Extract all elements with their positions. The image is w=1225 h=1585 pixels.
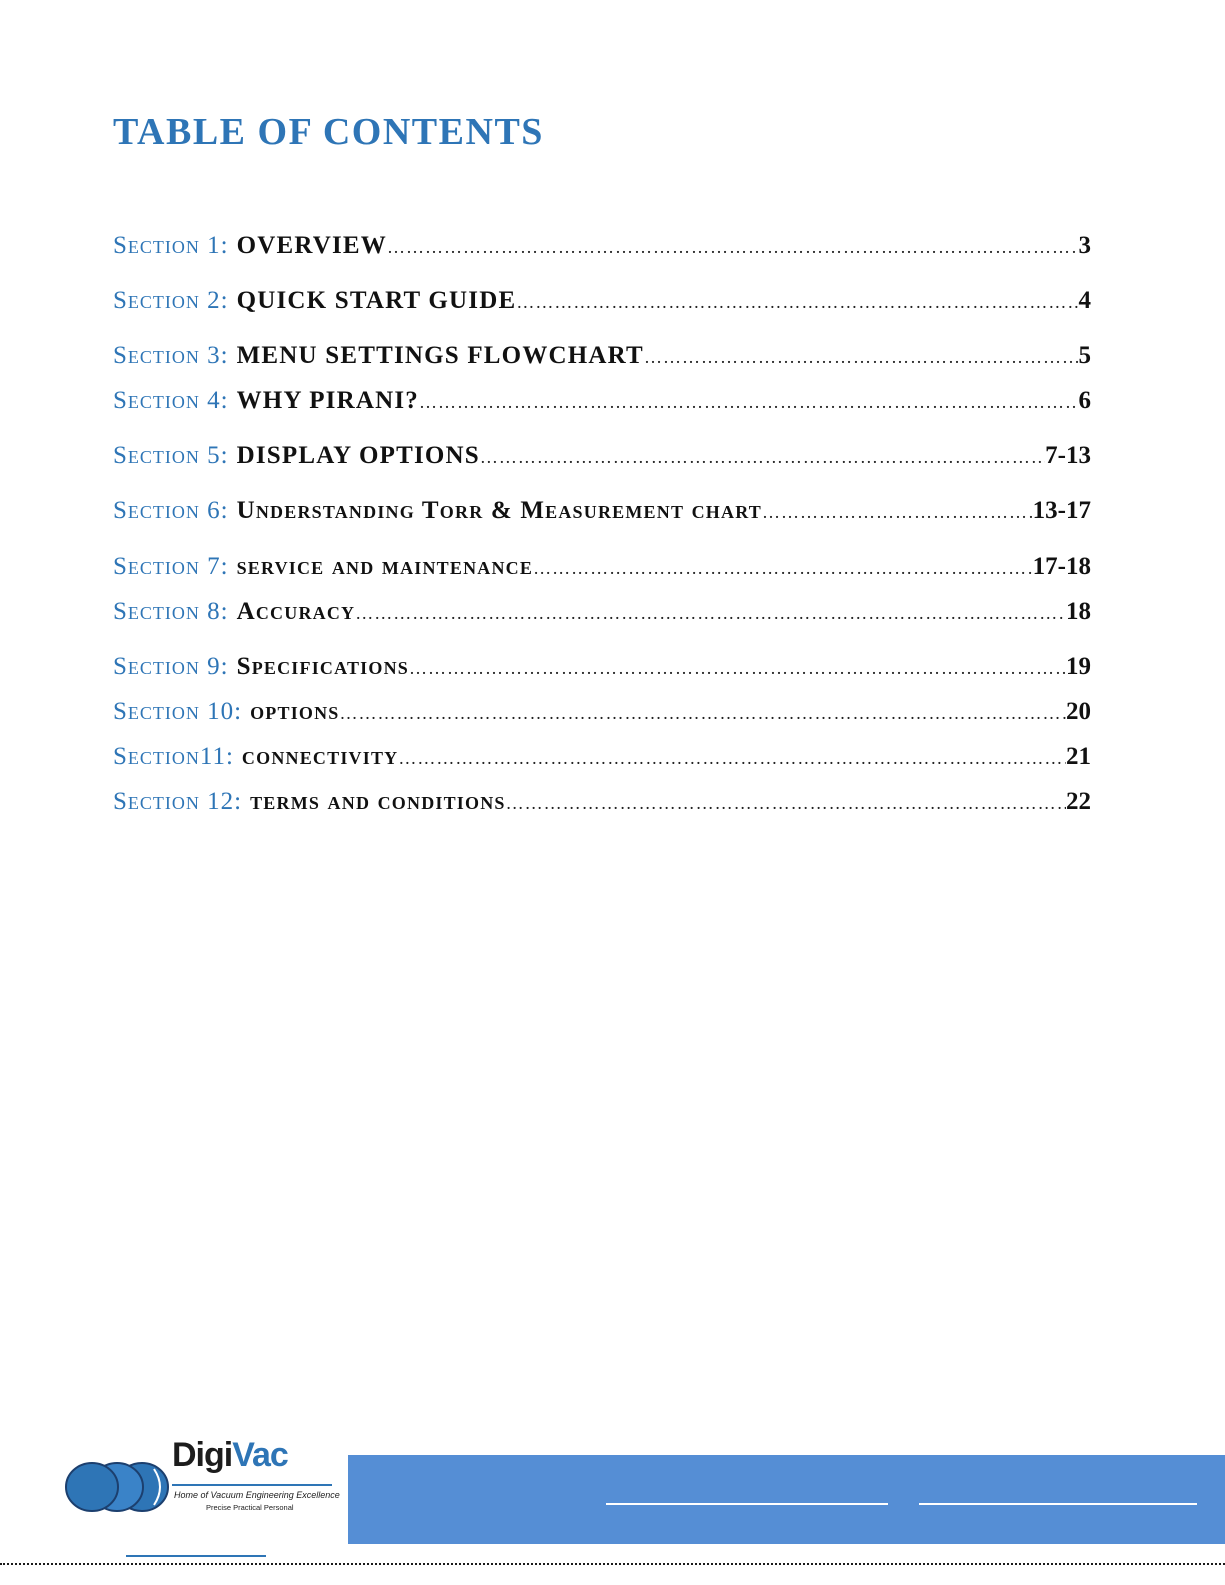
- logo-divider: [172, 1484, 332, 1486]
- section-label: Section 6:: [113, 497, 229, 524]
- toc-entry-3[interactable]: [113, 340, 1091, 373]
- logo-word-vac: Vac: [232, 1436, 288, 1474]
- section-name: service and maintenance: [236, 553, 534, 580]
- section-name: connectivity: [241, 743, 399, 770]
- page-number: 20: [1066, 698, 1091, 725]
- toc-entry-6[interactable]: [113, 495, 1091, 528]
- footer-link-line[interactable]: [606, 1503, 888, 1505]
- toc-entry-9[interactable]: [113, 651, 1091, 684]
- footer-link-line[interactable]: [919, 1503, 1197, 1505]
- logo-tagline: Home of Vacuum Engineering Excellence: [174, 1490, 340, 1500]
- page-number: 6: [1078, 387, 1091, 414]
- toc-entry-1[interactable]: [113, 230, 1091, 263]
- dot-leader: [644, 341, 1079, 373]
- digivac-logo: [62, 1436, 340, 1520]
- logo-wordmark: [172, 1436, 288, 1475]
- section-label: Section 10:: [113, 698, 243, 725]
- dot-leader: [506, 787, 1066, 819]
- dot-leader: [762, 496, 1033, 528]
- section-label: Section 5:: [113, 442, 229, 469]
- page-number: 18: [1066, 598, 1091, 625]
- dot-leader: [340, 697, 1066, 729]
- dot-leader: [419, 386, 1078, 418]
- toc-entry-12[interactable]: [113, 786, 1091, 819]
- dot-leader: [387, 231, 1078, 263]
- section-label: Section 7:: [113, 553, 229, 580]
- section-name: MENU SETTINGS FLOWCHART: [236, 342, 644, 369]
- dot-leader: [409, 652, 1066, 684]
- page-number: 13-17: [1032, 497, 1091, 524]
- dot-leader: [355, 597, 1066, 629]
- section-label: Section 1:: [113, 232, 229, 259]
- section-name: OVERVIEW: [236, 232, 388, 259]
- page-number: 17-18: [1032, 553, 1091, 580]
- toc-entry-5[interactable]: [113, 440, 1091, 473]
- section-label: Section 12:: [113, 788, 243, 815]
- section-label: Section 8:: [113, 598, 229, 625]
- section-label: Section11:: [113, 743, 234, 770]
- footer-underline: [126, 1555, 266, 1557]
- section-label: Section 2:: [113, 287, 229, 314]
- page-number: 19: [1066, 653, 1091, 680]
- section-label: Section 4:: [113, 387, 229, 414]
- page-number: 3: [1078, 232, 1091, 259]
- toc-title: TABLE OF CONTENTS: [113, 111, 544, 153]
- dot-leader: [533, 552, 1033, 584]
- section-name: Understanding Torr & Measurement chart: [236, 497, 762, 524]
- page-number: 22: [1066, 788, 1091, 815]
- logo-word-digi: Digi: [172, 1436, 233, 1474]
- section-label: Section 9:: [113, 653, 229, 680]
- toc-entry-7[interactable]: [113, 551, 1091, 584]
- dot-leader: [398, 742, 1066, 774]
- section-name: DISPLAY OPTIONS: [236, 442, 480, 469]
- section-name: options: [250, 698, 340, 725]
- section-name: terms and conditions: [250, 788, 506, 815]
- section-name: WHY PIRANI?: [236, 387, 420, 414]
- dot-leader: [480, 441, 1045, 473]
- section-label: Section 3:: [113, 342, 229, 369]
- toc-entry-10[interactable]: [113, 696, 1091, 729]
- logo-subtagline: Precise Practical Personal: [206, 1503, 294, 1512]
- footer-band: [348, 1455, 1225, 1544]
- toc-entry-8[interactable]: [113, 596, 1091, 629]
- page-number: 4: [1078, 287, 1091, 314]
- page-number: 21: [1066, 743, 1091, 770]
- section-name: Specifications: [236, 653, 409, 680]
- toc-entry-4[interactable]: [113, 385, 1091, 418]
- page-number: 7-13: [1045, 442, 1091, 469]
- section-name: QUICK START GUIDE: [236, 287, 517, 314]
- logo-discs-icon: [62, 1455, 172, 1515]
- section-name: Accuracy: [236, 598, 356, 625]
- toc-entry-11[interactable]: [113, 741, 1091, 774]
- page-number: 5: [1078, 342, 1091, 369]
- toc-entry-2[interactable]: [113, 285, 1091, 318]
- dot-leader: [516, 286, 1078, 318]
- page-edge-divider: [0, 1563, 1225, 1565]
